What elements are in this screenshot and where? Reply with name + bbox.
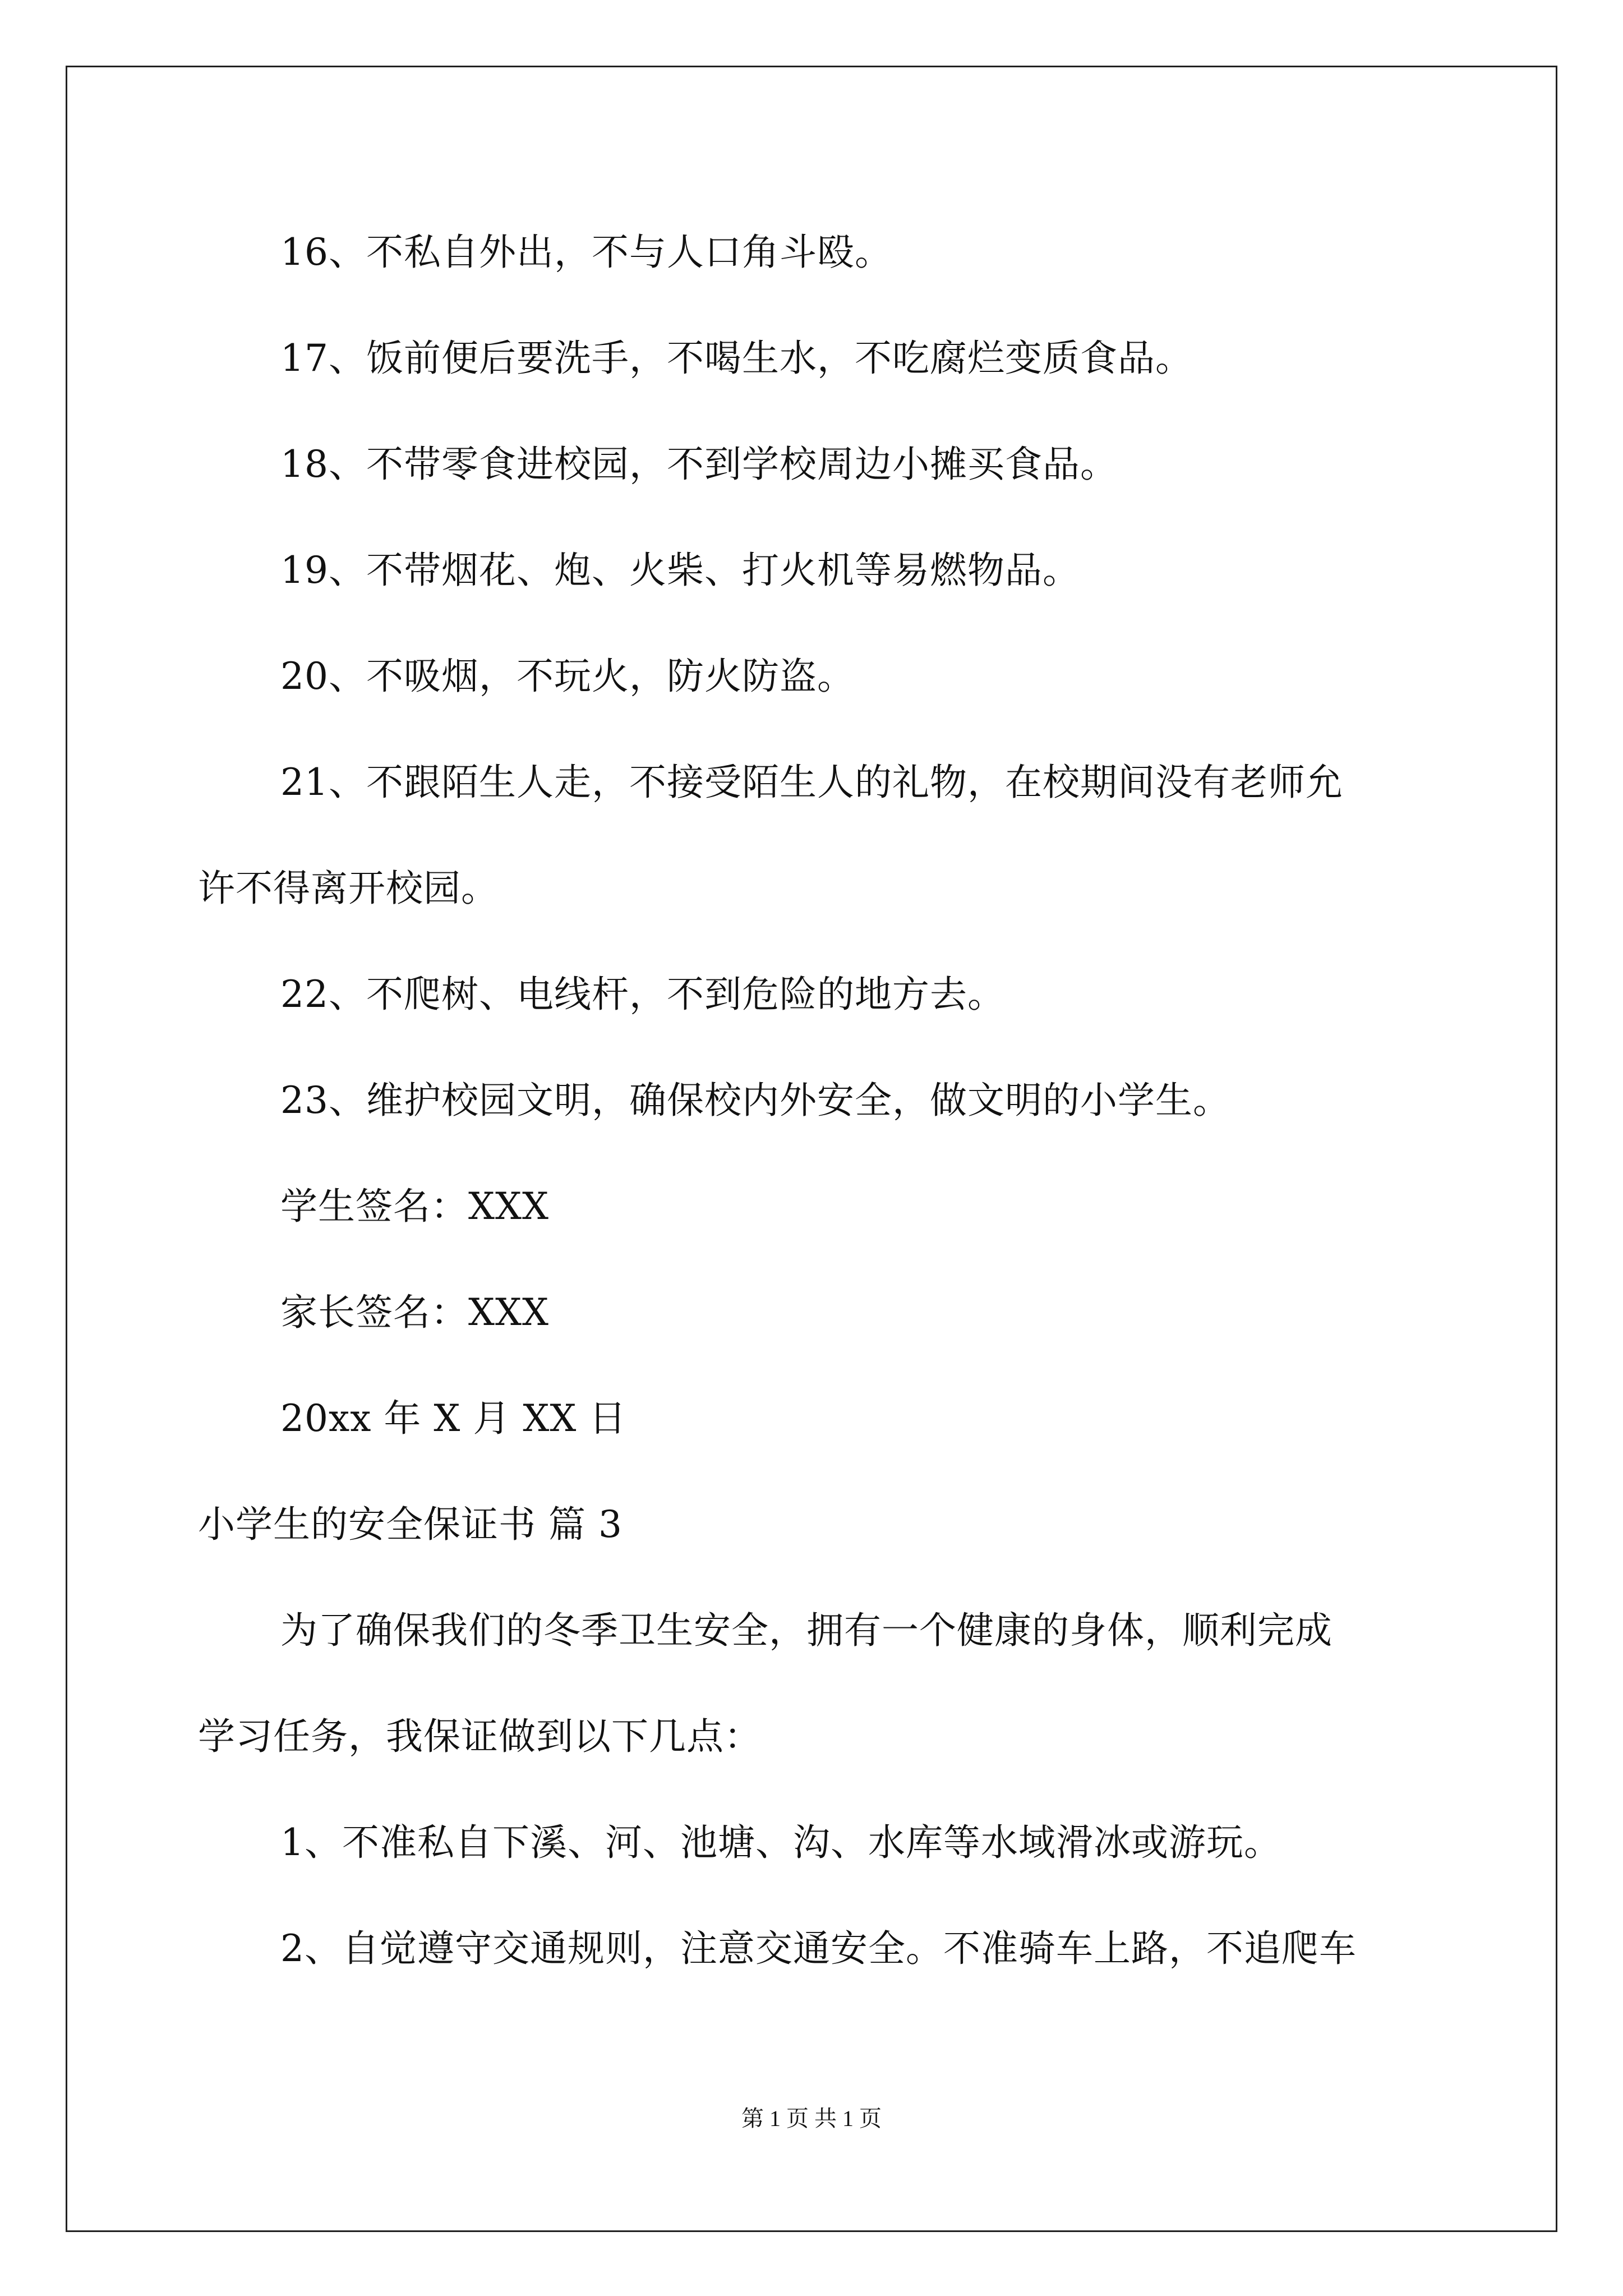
date-line: 20xx 年 X 月 XX 日: [280, 1397, 627, 1440]
text-line: 22、不爬树、电线杆，不到危险的地方去。: [280, 973, 1005, 1016]
parent-signature: 家长签名：XXX: [280, 1291, 549, 1334]
text-line: 1、不准私自下溪、河、池塘、沟、水库等水域滑冰或游玩。: [280, 1821, 1281, 1864]
text-line: 17、饭前便后要洗手，不喝生水，不吃腐烂变质食品。: [280, 337, 1193, 380]
text-line: 18、不带零食进校园，不到学校周边小摊买食品。: [280, 443, 1118, 486]
text-line: 许不得离开校园。: [198, 867, 499, 910]
text-line: 为了确保我们的冬季卫生安全，拥有一个健康的身体，顺利完成: [280, 1609, 1332, 1652]
text-line: 16、不私自外出，不与人口角斗殴。: [280, 231, 892, 274]
page-footer: 第 1 页 共 1 页: [741, 2106, 882, 2131]
text-line: 19、不带烟花、炮、火柴、打火机等易燃物品。: [280, 549, 1080, 592]
section-heading: 小学生的安全保证书 篇 3: [198, 1503, 623, 1546]
text-line: 23、维护校园文明，确保校内外安全，做文明的小学生。: [280, 1079, 1230, 1122]
text-line: 2、自觉遵守交通规则，注意交通安全。不准骑车上路，不追爬车: [280, 1927, 1357, 1970]
text-line: 21、不跟陌生人走，不接受陌生人的礼物，在校期间没有老师允: [280, 761, 1343, 804]
student-signature: 学生签名：XXX: [280, 1185, 549, 1228]
text-line: 学习任务，我保证做到以下几点：: [198, 1715, 762, 1758]
text-line: 20、不吸烟，不玩火，防火防盗。: [280, 655, 855, 698]
page-border: [66, 66, 1557, 2232]
